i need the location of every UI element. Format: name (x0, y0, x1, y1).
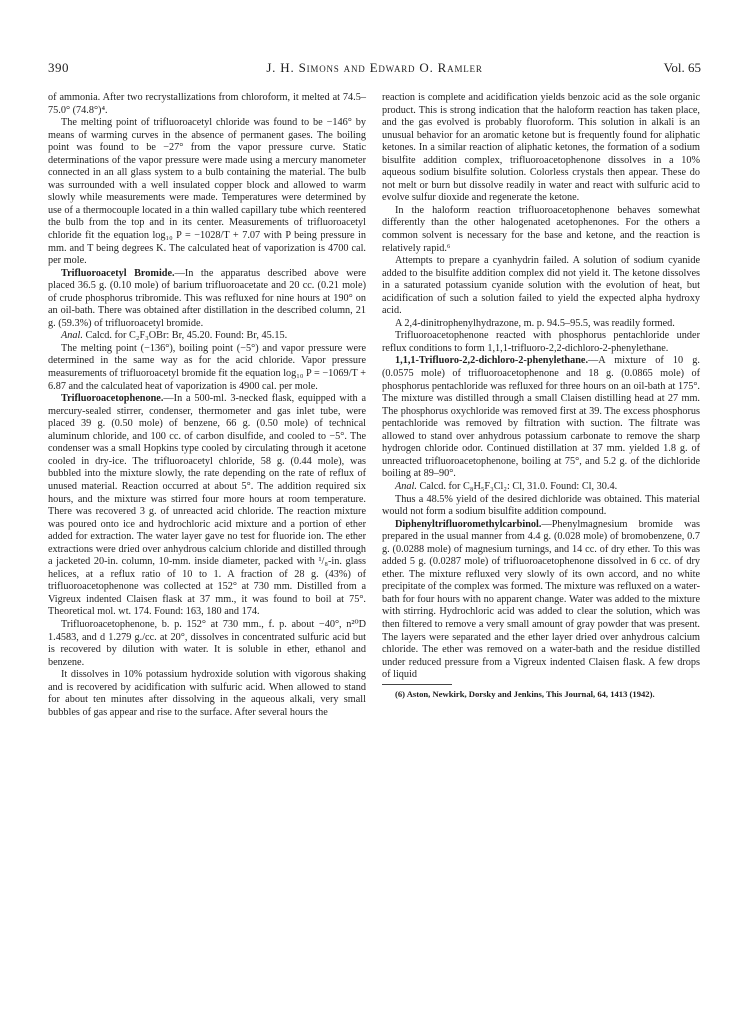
paragraph (48, 92, 366, 117)
paragraph-text: Calcd. for C₈H₅F₃Cl₂: Cl, 31.0. Found: Cl, 30.4. (416, 480, 618, 492)
left-column (48, 92, 366, 719)
section-heading: Trifluoroacetyl Bromide. (61, 267, 175, 279)
paragraph-text: —In a 500-ml. 3-necked flask, equipped with a mercury-sealed stirrer, condenser, thermometer and gas inlet tube, were placed 39 g. (0.50 mole) of benzene, 66 g. (0.50 mole) of technical aluminum chloride, and 100 cc. of carbon disulfide, and cooled to −5°. The condenser was a small Hopkins type cooled by circulating through it acetone cooled in dry-ice. The trifluoroacetyl chloride, 58 g. (0.44 mole), was bubbled into the mixture slowly, the rate depending on the rate of reflux of unused material. Reaction occurred at about 5°. The addition required six hours, and the mixture was stirred four more hours at room temperature. There was recovered 3 g. of unreacted acid chloride. The reaction mixture was poured onto ice and hydrochloric acid mixture and a portion of ether added for extraction. The water layer gave no test for fluoride ion. The ether extractions were dried over anhydrous calcium chloride and distilled through a jacketed 20-in. column, 10-mm. inside diameter, packed with ¹/₈-in. glass helices, at a reflux ratio of 10 to 1. A fraction of 28 g. (43%) of trifluoroacetophenone was collected at 152° at 730 mm. Distilled from a Vigreux indented Claisen flask at 37 mm., it was found to boil at 75°. Theoretical mol. wt. 174. Found: 163, 180 and 174. (48, 393, 366, 618)
paragraph-text: —A mixture of 10 g. (0.0575 mole) of trifluoroacetophenone and 18 g. (0.0865 mole) of phosphorus pentachloride was refluxed for three hours on an oil-bath at 175°. The mixture was distilled through a small Claisen distilling head at 27 mm. The phosphorus oxychloride was removed first at 39. The excess phosphorus pentachloride was removed by filtration with suction. The filtrate was allowed to stand over anhydrous potassium carbonate to remove the sharp hydrogen chloride odor. Continued distillation at 37 mm. yielded 1.8 g. of unreacted trifluoroacetophenone, boiling at 75°, and 5.2 g. of the dichloride boiling at 89–90°. (382, 355, 700, 480)
section-heading: Diphenyltrifluoromethylcarbinol. (395, 518, 542, 530)
page-number: 390 (48, 60, 69, 75)
running-header (48, 60, 701, 78)
paragraph (48, 117, 366, 268)
paragraph-text: In the haloform reaction trifluoroacetophenone behaves somewhat differently than the other halogenated acetophenones. For the others a common solvent is necessary for the base and ketone, and the reaction is relatively rapid.⁶ (382, 204, 700, 254)
volume-label: Vol. 65 (663, 60, 701, 75)
paragraph (48, 343, 366, 393)
paragraph (382, 355, 700, 480)
paragraph-text: reaction is complete and acidification yields benzoic acid as the sole organic product. This is strong indication that the haloform reaction has taken place, and the gas evolved is probably fluoroform. This solution in alkali is an unusual behavior for an aromatic ketone but is frequently found for aliphatic ketones. In a similar reaction of aliphatic ketones, the formation of a sodium bisulfite addition complex, trifluoroacetophenone dissolves in a 10% aqueous sodium bisulfite solution. Colorless crystals then appear. These do not melt or burn but dissolve readily in water and react with sulfuric acid to evolve sulfur dioxide and regenerate the ketone. (382, 92, 700, 204)
paragraph-text: Thus a 48.5% yield of the desired dichloride was obtained. This material would not form a sodium bisulfite addition compound. (382, 493, 700, 518)
section-heading: 1,1,1-Trifluoro-2,2-dichloro-2-phenylethane. (395, 355, 589, 367)
section-heading: Trifluoroacetophenone. (61, 393, 164, 405)
right-column-body (382, 92, 700, 682)
paragraph (48, 393, 366, 619)
paragraph-text: It dissolves in 10% potassium hydroxide solution with vigorous shaking and is recovered by acidification with sulfuric acid. When allowed to stand for about ten minutes after dissolving in the aqueous alkali, very small bubbles of gas appear and rise to the surface. After several hours the (48, 669, 366, 718)
footnote: (6) Aston, Newkirk, Dorsky and Jenkins, This Journal, 64, 1413 (1942). (395, 688, 655, 699)
paragraph (48, 268, 366, 331)
paragraph (382, 330, 700, 355)
paragraph-text: Trifluoroacetophenone reacted with phosphorus pentachloride under reflux conditions to form 1,1,1-trifluoro-2,2-dichloro-2-phenylethane. (382, 330, 700, 354)
paragraph-text: —Phenylmagnesium bromide was prepared in the usual manner from 4.4 g. (0.028 mole) of bromobenzene, 0.7 g. (0.0288 mole) of magnesium turnings, and 14 cc. of dry ether. To this was added 5 g. (0.0287 mole) of trifluoroacetophenone dissolved in 6 cc. of dry ether. The mixture refluxed very slowly of its own accord, and no white precipitate of the complex was formed. The mixture was refluxed on a water-bath for four hours with no apparent change. Water was added to the mixture with stirring. Hydrochloric acid was added to clear the solution, which was then filtered to remove a very small amount of gray powder that was present. The layers were separated and the ether layer dried over anhydrous calcium chloride. The ether was removed on a water-bath and the residue distilled under reduced pressure from a Vigreux indented Claisen flask. A few drops of liquid (382, 518, 700, 681)
paragraph (382, 255, 700, 318)
paragraph (382, 318, 700, 331)
paragraph (382, 494, 700, 519)
paragraph (382, 519, 700, 682)
paragraph-text: Trifluoroacetophenone, b. p. 152° at 730 mm., f. p. about −40°, n²⁰D 1.4583, and d 1.279 g./cc. at 20°, dissolves in concentrated sulfuric acid but is recovered by dilution with water. It is soluble in ether, ethanol and benzene. (48, 618, 366, 668)
right-column (382, 92, 700, 700)
paragraph (382, 481, 700, 494)
paragraph (382, 92, 700, 205)
paragraph (48, 669, 366, 719)
analysis-label: Anal. (395, 480, 417, 492)
paragraph (48, 330, 366, 343)
running-title: J. H. Simons and Edward O. Ramler (266, 60, 483, 75)
paragraph-text: A 2,4-dinitrophenylhydrazone, m. p. 94.5–95.5, was readily formed. (395, 317, 675, 329)
footnote-rule (382, 684, 452, 685)
paragraph (382, 205, 700, 255)
paragraph-text: Attempts to prepare a cyanhydrin failed. A solution of sodium cyanide added to the bisulfite addition complex did not yield it. The ketone dissolves in a saturated potassium cyanide solution with the evolution of heat, but acidification of such a solution failed to yield the expected alpha hydroxy acid. (382, 255, 700, 317)
paragraph-text: —In the apparatus described above were placed 36.5 g. (0.10 mole) of barium trifluoroacetate and 20 cc. (0.21 mole) of crude phosphorus tribromide. This was refluxed for nine hours at 190° on an oil-bath. There was obtained after distillation in the described column, 21 g. (59.3%) of trifluoroacetyl bromide. (48, 267, 367, 329)
paragraph (48, 619, 366, 669)
paragraph-text: of ammonia. After two recrystallizations from chloroform, it melted at 74.5–75.0° (74.8°)⁴. (48, 92, 366, 116)
paragraph-text: The melting point of trifluoroacetyl chloride was found to be −146° by means of warming curves in the absence of permanent gases. The boiling point was found to be −27° from the vapor pressure curve. Static determinations of the vapor pressure were made using a mercury manometer connected in an all glass system to a bulb containing the material. The bulb was surrounded with a well insulated copper block and allowed to warm slowly while measurements were made. Temperatures were determined by use of a thermocouple located in a thin walled capillary tube which reentered the bulb from the top and in its center. Measurements of trifluoroacetyl chloride fit the equation log₁₀ P = −1028/T + 7.07 with P being pressure in mm. and T being degrees K. The calculated heat of vaporization is 4700 cal. per mole. (48, 117, 366, 267)
analysis-label: Anal. (61, 330, 83, 342)
paragraph-text: The melting point (−136°), boiling point (−5°) and vapor pressure were determined in the same way as for the acid chloride. Vapor pressure measurements of trifluoroacetyl bromide fit the equation log₁₀ P = −1069/T + 6.87 and the calculated heat of vaporization is 4900 cal. per mole. (48, 342, 366, 392)
paragraph-text: Calcd. for C₂F₃OBr: Br, 45.20. Found: Br, 45.15. (82, 330, 288, 342)
